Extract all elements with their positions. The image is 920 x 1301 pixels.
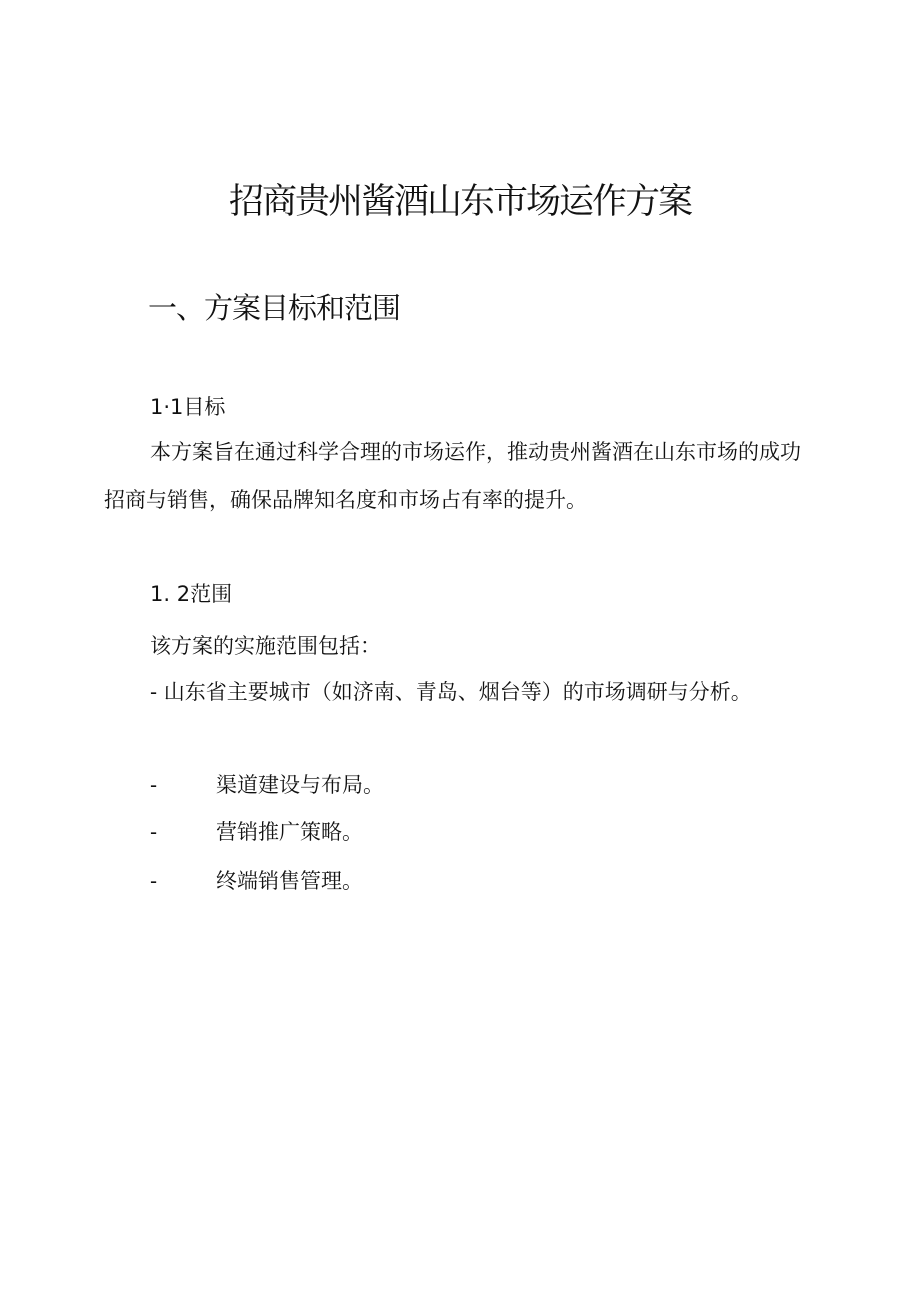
list-item-text: 营销推广策略。 [216, 820, 363, 844]
list-item [150, 866, 363, 896]
goal-heading: 1·1目标 [150, 395, 226, 419]
document-title: 招商贵州酱酒山东市场运作方案 [228, 182, 691, 222]
list-item-text: 渠道建设与布局。 [216, 773, 384, 797]
list-dash: - [150, 869, 158, 893]
list-item-text: 终端销售管理。 [216, 869, 363, 893]
list-dash: - [150, 773, 158, 797]
scope-cities-item: - 山东省主要城市（如济南、青岛、烟台等）的市场调研与分析。 [150, 680, 752, 704]
scope-intro: 该方案的实施范围包括： [150, 634, 381, 658]
goal-paragraph: 本方案旨在通过科学合理的市场运作，推动贵州酱酒在山东市场的成功招商与销售，确保品牌知名度和市场占有率的提升。 [104, 440, 801, 512]
scope-heading: 1. 2范围 [150, 582, 233, 606]
section-heading: 一、方案目标和范围 [148, 291, 401, 325]
list-item [150, 817, 363, 847]
list-dash: - [150, 820, 158, 844]
list-item [150, 770, 384, 800]
